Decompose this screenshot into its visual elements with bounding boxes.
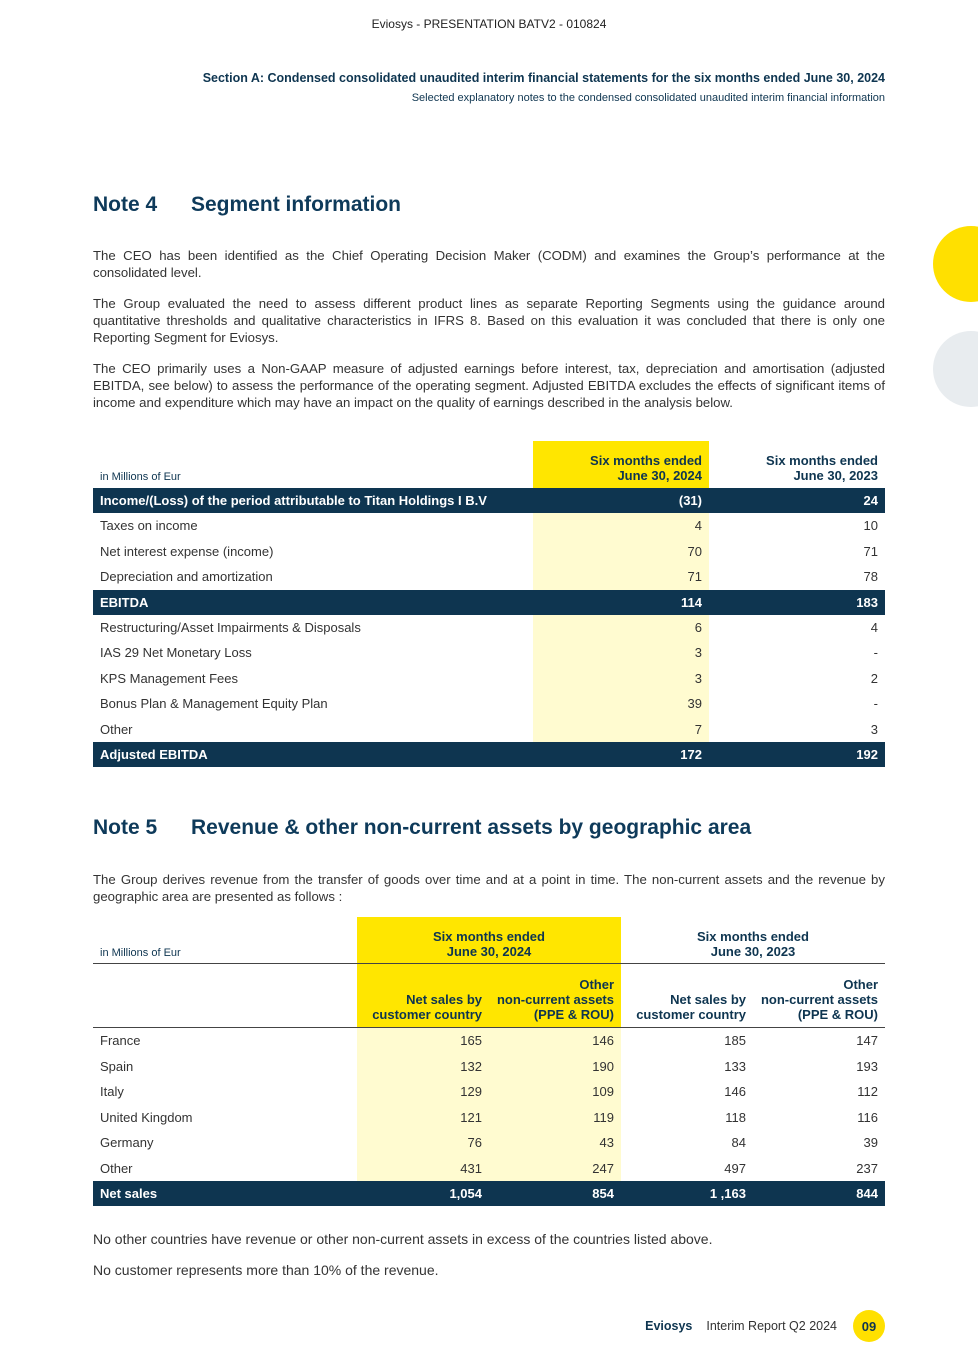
subheader-assets-2023: Other non-current assets (PPE & ROU) — [753, 964, 885, 1028]
table-row: Spain 132 190 133 193 — [93, 1054, 885, 1080]
table-row-adjusted-ebitda: Adjusted EBITDA 172 192 — [93, 742, 885, 767]
subheader-assets-2024: Other non-current assets (PPE & ROU) — [489, 964, 621, 1028]
table-row: Germany 76 43 84 39 — [93, 1130, 885, 1156]
subheader-net-sales-2023: Net sales by customer country — [621, 964, 753, 1028]
decorative-grey-circle — [933, 331, 978, 407]
footer-brand: Eviosys — [645, 1319, 693, 1333]
geographic-table-header — [93, 917, 885, 964]
page-number: 09 — [853, 1310, 885, 1342]
footer-report-name: Interim Report Q2 2024 — [706, 1319, 837, 1333]
table-row: Italy 129 109 146 112 — [93, 1079, 885, 1105]
table-row: Depreciation and amortization 71 78 — [93, 564, 885, 590]
table-row: Other 7 3 — [93, 717, 885, 743]
document-header: Eviosys - PRESENTATION BATV2 - 010824 — [371, 17, 607, 31]
note4-paragraph-2: The Group evaluated the need to assess different product lines as separate Reporting Segments using the guidance around quantitative thresholds and qualitative characteristics in IFRS 8. Based on this evaluation it was concluded that there is only one Reporting Segment for Eviosys. — [93, 296, 885, 345]
table-row: IAS 29 Net Monetary Loss 3 - — [93, 640, 885, 666]
table-row-net-sales: Net sales 1,054 854 1 ,163 844 — [93, 1181, 885, 1206]
note4-number: Note 4 — [93, 193, 158, 216]
note4-title: Segment information — [191, 193, 402, 216]
subheader-net-sales-2024: Net sales by customer country — [357, 964, 489, 1028]
segment-table-header — [93, 441, 885, 488]
table-row: Other 431 247 497 237 — [93, 1156, 885, 1182]
table-row-ebitda: EBITDA 114 183 — [93, 590, 885, 615]
section-title: Section A: Condensed consolidated unaudited interim financial statements for the six months ended June 30, 2024 — [202, 71, 885, 85]
note5-heading — [93, 816, 751, 840]
table-row: KPS Management Fees 3 2 — [93, 666, 885, 692]
col-header-2023: Six months ended June 30, 2023 — [766, 453, 878, 483]
note4-heading — [93, 193, 401, 217]
section-subtitle: Selected explanatory notes to the condensed consolidated unaudited interim financial information — [411, 92, 885, 104]
geographic-table — [93, 917, 885, 1206]
segment-table — [93, 441, 885, 767]
table-row: United Kingdom 121 119 118 116 — [93, 1105, 885, 1131]
decorative-yellow-circle — [933, 226, 978, 302]
table-row: Income/(Loss) of the period attributable to Titan Holdings I B.V (31) 24 — [93, 488, 885, 513]
units-label: in Millions of Eur — [93, 917, 357, 964]
note5-number: Note 5 — [93, 816, 158, 839]
table-row: Taxes on income 4 10 — [93, 513, 885, 539]
col-header-2024: Six months ended June 30, 2024 — [533, 441, 709, 488]
note5-intro: The Group derives revenue from the transfer of goods over time and at a point in time. The non-current assets and the revenue by geographic area are presented as follows : — [93, 872, 885, 904]
page-footer — [645, 1312, 885, 1340]
geographic-table-subheader — [93, 964, 885, 1028]
footnote-1: No other countries have revenue or other non-current assets in excess of the countries listed above. — [93, 1231, 713, 1247]
note5-title: Revenue & other non-current assets by geographic area — [191, 816, 752, 839]
footnote-2: No customer represents more than 10% of the revenue. — [93, 1262, 439, 1278]
units-label: in Millions of Eur — [100, 471, 181, 483]
table-row: France 165 146 185 147 — [93, 1028, 885, 1054]
note4-paragraph-1: The CEO has been identified as the Chief Operating Decision Maker (CODM) and examines the Group’s performance at the consolidated level. — [93, 248, 885, 280]
table-row: Restructuring/Asset Impairments & Disposals 6 4 — [93, 615, 885, 641]
period-header-2023: Six months ended June 30, 2023 — [621, 917, 885, 964]
table-row: Net interest expense (income) 70 71 — [93, 539, 885, 565]
table-row: Bonus Plan & Management Equity Plan 39 - — [93, 691, 885, 717]
period-header-2024: Six months ended June 30, 2024 — [357, 917, 621, 964]
note4-paragraph-3: The CEO primarily uses a Non-GAAP measure of adjusted earnings before interest, tax, depreciation and amortisation (adjusted EBITDA, see below) to assess the performance of the operating segment. Adjusted EBITDA excludes the effects of significant items of income and expenditure which may have an impact on the quality of earnings described in the analysis below. — [93, 361, 885, 410]
